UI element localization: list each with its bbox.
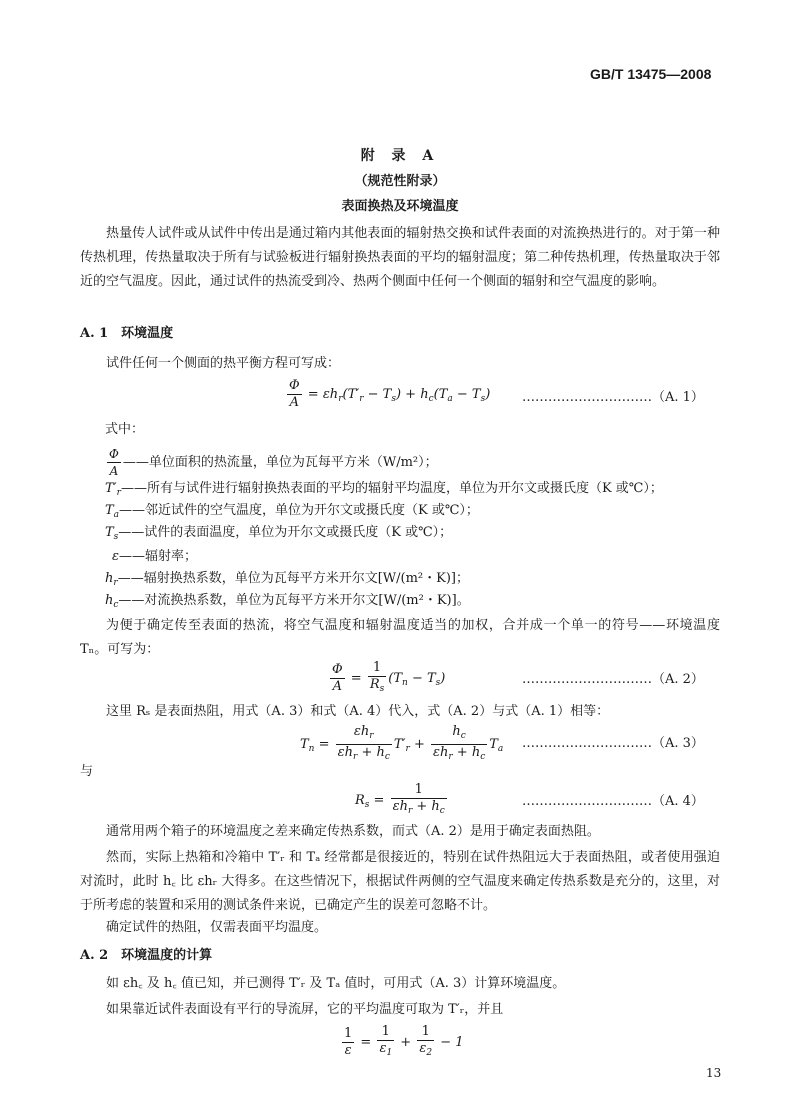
equation-a2: $\frac{\Phi}{A}$ = $\frac{1}{R_s}$ $(T_n - T_s)$ [332, 660, 446, 694]
equation-a2-number: …………………………（A. 2） [522, 672, 704, 687]
equation-emissivity: $\frac{1}{\varepsilon}$ = $\frac{1}{\varepsilon_1}$ + $\frac{1}{\varepsilon_2}$ − 1 [344, 1024, 464, 1058]
equation-a1: $\frac{\Phi}{A}$ = $\varepsilon h_r(T'_r - T_s) + h_c(T_a - T_s)$ [289, 378, 491, 410]
term-radiative-coef: $h_r——$辐射换热系数，单位为瓦每平方米开尔文[W/(m²・K)]； [105, 571, 469, 588]
page-number: 13 [706, 1066, 722, 1080]
appendix-title: 附 录 A [360, 148, 440, 164]
term-convective-coef: $h_c——$对流换热系数，单位为瓦每平方米开尔文[W/(m²・K)]。 [105, 593, 470, 610]
a2-paragraph-1: 如 εh꜀ 及 h꜀ 值已知，并已测得 T′ᵣ 及 Tₐ 值时，可用式（A. 3）计算环境温度。 [106, 976, 566, 991]
intro-paragraph: 热量传人试件或从试件中传出是通过箱内其他表面的辐射热交换和试件表面的对流换热进行的。对于第一种传热机理，传热量取决于所有与试验板进行辐射换热表面的平均的辐射温度；第二种传热机理，传热量取决于邻近的空气温度。因此，通过试件的热流受到冷、热两个侧面中任何一个侧面的辐射和空气温度的影响。 [80, 226, 720, 289]
equation-a4-number: …………………………（A. 4） [522, 794, 704, 809]
where-label: 式中： [105, 422, 145, 437]
equation-a1-number: …………………………（A. 1） [522, 390, 704, 405]
appendix-subject: 表面换热及环境温度 [341, 199, 459, 214]
equation-a3: $T_n$ = $\frac{\varepsilon h_r}{\varepsilon h_r + h_c}$ $T'_r$ + $\frac{h_c}{\varepsilon h_r + h_c}$ $T_a$ [300, 724, 504, 762]
usual-paragraph: 通常用两个箱子的环境温度之差来确定传热系数，而式（A. 2）是用于确定表面热阻。 [106, 824, 600, 839]
equation-a4: $R_s$ = $\frac{1}{\varepsilon h_r + h_c}$ [355, 782, 445, 816]
term-emissivity: ε——辐射率； [112, 549, 197, 564]
term-air-temp: $T_a——$邻近试件的空气温度，单位为开尔文或摄氏度（K 或℃）； [105, 503, 479, 520]
standard-number: GB/T 13475—2008 [590, 66, 712, 82]
combine-paragraph: 为便于确定传至表面的热流，将空气温度和辐射温度适当的加权，合并成一个单一的符号——环境温度 Tₙ。可写为： [80, 618, 720, 657]
term-surface-temp: $T_s——$试件的表面温度，单位为开尔文或摄氏度（K 或℃）； [105, 525, 453, 542]
section-a1-heading: A. 1 环境温度 [80, 326, 174, 341]
term-heat-flux: $\frac{\Phi}{A}$ ——单位面积的热流量，单位为瓦每平方米（W/m²）； [109, 447, 438, 478]
rs-paragraph: 这里 Rₛ 是表面热阻，用式（A. 3）和式（A. 4）代入，式（A. 2）与式（A. 1）相等： [106, 704, 610, 719]
appendix-normative-label: （规范性附录） [354, 174, 446, 189]
determine-paragraph: 确定试件的热阻，仅需表面平均温度。 [106, 920, 328, 935]
equation-a3-number: …………………………（A. 3） [522, 736, 704, 751]
equation-lead: 试件任何一个侧面的热平衡方程可写成： [106, 356, 341, 371]
section-a2-heading: A. 2 环境温度的计算 [80, 948, 213, 963]
however-paragraph: 然而，实际上热箱和冷箱中 T′ᵣ 和 Tₐ 经常都是很接近的，特别在试件热阻远大于表面热阻，或者使用强迫对流时，此时 h꜀ 比 εhᵣ 大得多。在这些情况下，根据试件两侧的空气温度来确定传热系数是充分的，这里，对于所考虑的装置和采用的测试条件来说，已确定产生的误差可忽略不计。 [80, 850, 720, 913]
a2-paragraph-2: 如果靠近试件表面设有平行的导流屏，它的平均温度可取为 T′ᵣ，并且 [106, 1002, 504, 1017]
term-radiant-temp: $T'_r——$所有与试件进行辐射换热表面的平均的辐射平均温度，单位为开尔文或摄氏度（K 或℃）； [105, 481, 663, 498]
and-label: 与 [80, 764, 94, 779]
